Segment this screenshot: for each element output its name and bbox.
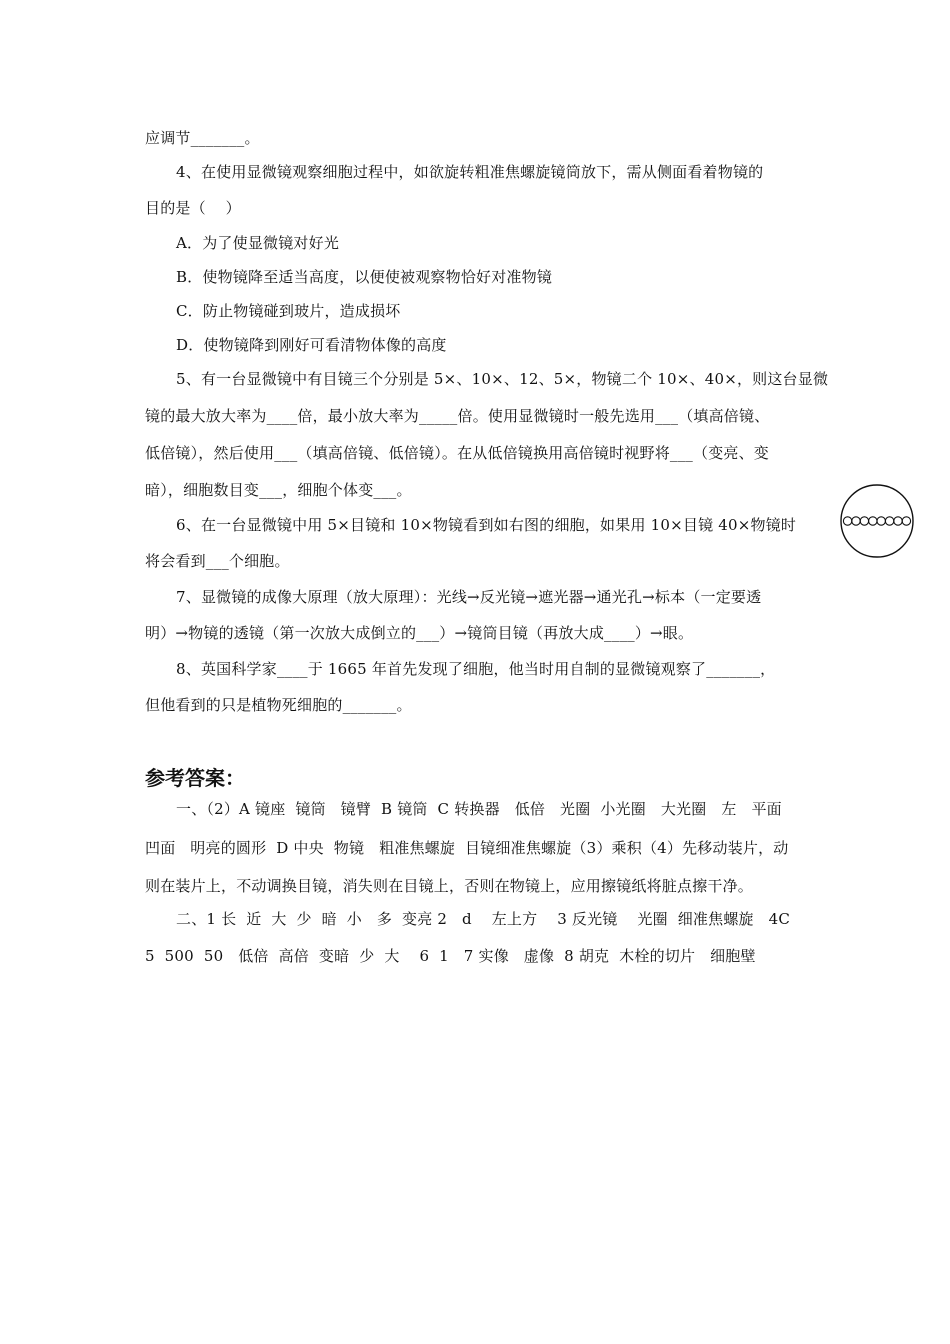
- q4-option-d: D．使物镜降到刚好可看清物体像的高度: [176, 336, 447, 354]
- q4-option-b: B．使物镜降至适当高度，以便使被观察物恰好对准物镜: [176, 268, 553, 286]
- cell-chain: [843, 517, 910, 525]
- q8-line1: 8、英国科学家____于 1665 年首先发现了细胞，他当时用自制的显微镜观察了_______，: [176, 660, 776, 678]
- answers-part1-line3: 则在装片上，不动调换目镜，消失则在目镜上，否则在物镜上，应用擦镜纸将脏点擦干净。: [145, 877, 754, 895]
- cell: [902, 517, 910, 525]
- microscope-field-svg: [838, 484, 916, 558]
- q6-line1: 6、在一台显微镜中用 5×目镜和 10×物镜看到如右图的细胞，如果用 10×目镜 40×物镜时: [176, 516, 797, 534]
- q7-line1: 7、显微镜的成像大原理（放大原理）：光线→反光镜→遮光器→通光孔→标本（一定要透: [176, 588, 762, 606]
- cell: [852, 517, 860, 525]
- answers-part1-line1: 一、（2）A 镜座 镜筒 镜臂 B 镜筒 C 转换器 低倍 光圈 小光圈 大光圈 左 平面: [176, 800, 782, 818]
- q4-stem-line1: 4、在使用显微镜观察细胞过程中，如欲旋转粗准焦螺旋镜筒放下，需从侧面看着物镜的: [176, 163, 764, 181]
- answers-part2-line1: 二、1 长 近 大 少 暗 小 多 变亮 2 d 左上方 3 反光镜 光圈 细准焦螺旋 4C: [176, 910, 791, 928]
- microscope-field-figure: [838, 484, 916, 558]
- cell: [869, 517, 877, 525]
- cell: [885, 517, 893, 525]
- q4-stem-line2: 目的是（ ）: [145, 199, 241, 217]
- answers-heading: 参考答案：: [145, 766, 245, 790]
- answers-part2-line2: 5 500 50 低倍 高倍 变暗 少 大 6 1 7 实像 虚像 8 胡克 木栓的切片 细胞壁: [145, 947, 756, 965]
- q4-option-c: C．防止物镜碰到玻片，造成损坏: [176, 302, 401, 320]
- cell: [843, 517, 851, 525]
- q5-line1: 5、有一台显微镜中有目镜三个分别是 5×、10×、12、5×，物镜二个 10×、40×，则这台显微: [176, 370, 829, 388]
- cell: [894, 517, 902, 525]
- q5-line2: 镜的最大放大率为____倍，最小放大率为_____倍。使用显微镜时一般先选用___（填高倍镜、: [145, 407, 770, 425]
- q5-line4: 暗），细胞数目变___，细胞个体变___。: [145, 481, 412, 499]
- answers-part1-line2: 凹面 明亮的圆形 D 中央 物镜 粗准焦螺旋 目镜细准焦螺旋（3）乘积（4）先移动装片，动: [145, 839, 789, 857]
- q6-line2: 将会看到___个细胞。: [145, 552, 290, 570]
- q8-line2: 但他看到的只是植物死细胞的_______。: [145, 696, 412, 714]
- q7-line2: 明）→物镜的透镜（第一次放大成倒立的___）→镜筒目镜（再放大成____）→眼。: [145, 624, 694, 642]
- q3-tail: 应调节_______。: [145, 129, 260, 147]
- q4-option-a: A．为了使显微镜对好光: [176, 234, 340, 252]
- cell: [860, 517, 868, 525]
- cell: [877, 517, 885, 525]
- q5-line3: 低倍镜），然后使用___（填高倍镜、低倍镜）。在从低倍镜换用高倍镜时视野将___（变亮、变: [145, 444, 770, 462]
